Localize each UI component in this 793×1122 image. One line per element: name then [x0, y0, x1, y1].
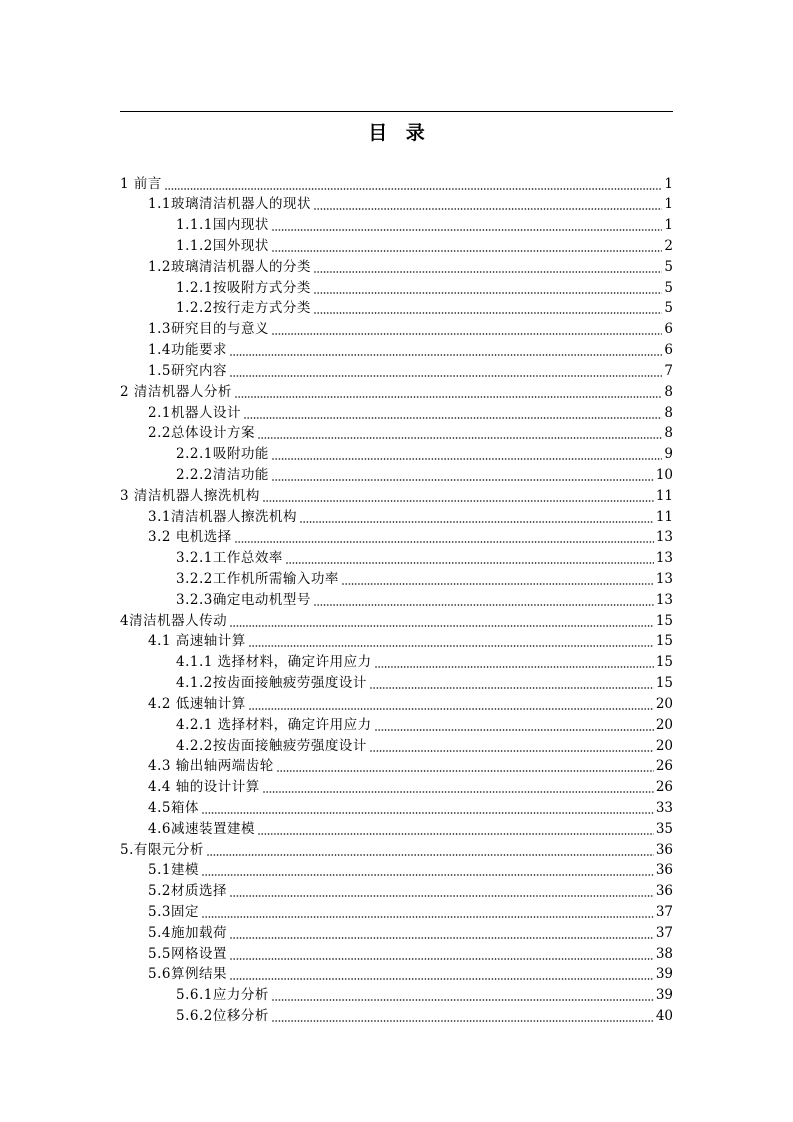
toc-page-number: 38	[655, 945, 673, 962]
toc-page-number: 15	[655, 612, 673, 629]
dot-leader	[230, 881, 654, 902]
dot-leader	[370, 736, 654, 757]
toc-page-number: 5	[664, 279, 673, 296]
toc-entry-label: 5.4施加载荷	[148, 924, 227, 941]
toc-page-number: 1	[664, 217, 673, 234]
toc-entry-label: 1.1.1国内现状	[176, 217, 269, 234]
toc-entry-label: 5.6.2位移分析	[176, 1008, 269, 1025]
toc-entry	[120, 486, 673, 507]
toc-entry-label: 4.4 轴的设计计算	[148, 779, 260, 796]
toc-page-number: 15	[655, 633, 673, 650]
toc-entry	[120, 174, 673, 195]
toc-entry	[120, 652, 673, 673]
dot-leader	[202, 798, 654, 819]
toc-title: 目 录	[368, 122, 425, 144]
toc-entry	[120, 944, 673, 965]
toc-page-number: 35	[655, 820, 673, 837]
toc-entry-label: 1 前言	[120, 175, 162, 192]
toc-entry-label: 3 清洁机器人擦洗机构	[120, 487, 260, 504]
toc-page-number: 15	[655, 675, 673, 692]
dot-leader	[314, 298, 663, 319]
toc-page-number: 8	[664, 404, 673, 421]
toc-page-number: 1	[664, 196, 673, 213]
dot-leader	[230, 964, 654, 985]
dot-leader	[263, 486, 654, 507]
toc-entry-label: 1.1玻璃清洁机器人的现状	[148, 196, 311, 213]
toc-entry-label: 5.3固定	[148, 904, 199, 921]
toc-page-number: 11	[655, 487, 673, 504]
dot-leader	[286, 548, 654, 569]
dot-leader	[375, 715, 654, 736]
toc-entry	[120, 611, 673, 632]
toc-page-number: 20	[655, 737, 673, 754]
dot-leader	[207, 840, 654, 861]
toc-entry	[120, 881, 673, 902]
toc-page-number: 20	[655, 695, 673, 712]
dot-leader	[165, 174, 663, 195]
toc-entry-label: 1.2.2按行走方式分类	[176, 300, 311, 317]
toc-entry	[120, 298, 673, 319]
toc-page-number: 15	[655, 654, 673, 671]
toc-entry-label: 1.1.2国外现状	[176, 238, 269, 255]
toc-entry	[120, 548, 673, 569]
toc-entry	[120, 798, 673, 819]
toc-entry-label: 3.2.1工作总效率	[176, 550, 283, 567]
toc-entry	[120, 444, 673, 465]
toc-page-number: 36	[655, 841, 673, 858]
dot-leader	[272, 1006, 654, 1027]
toc-entry	[120, 736, 673, 757]
dot-leader	[230, 361, 662, 382]
toc-entry-label: 1.2玻璃清洁机器人的分类	[148, 258, 311, 275]
toc-entry-label: 4.1.2按齿面接触疲劳强度设计	[176, 675, 367, 692]
toc-page-number: 6	[664, 342, 673, 359]
dot-leader	[314, 278, 663, 299]
dot-leader	[277, 756, 654, 777]
toc-entry	[120, 902, 673, 923]
toc-page-number: 11	[655, 508, 673, 525]
dot-leader	[258, 423, 662, 444]
toc-page-number: 9	[664, 446, 673, 463]
dot-leader	[230, 944, 654, 965]
toc-page-number: 36	[655, 862, 673, 879]
table-of-contents	[120, 174, 673, 1027]
toc-entry	[120, 423, 673, 444]
toc-entry-label: 3.2 电机选择	[148, 529, 232, 546]
toc-page-number: 26	[655, 758, 673, 775]
toc-entry	[120, 590, 673, 611]
dot-leader	[272, 215, 663, 236]
dot-leader	[244, 403, 662, 424]
dot-leader	[202, 902, 654, 923]
toc-page-number: 36	[655, 883, 673, 900]
toc-entry	[120, 215, 673, 236]
dot-leader	[272, 465, 654, 486]
toc-entry	[120, 715, 673, 736]
toc-entry	[120, 985, 673, 1006]
toc-entry-label: 5.5网格设置	[148, 945, 227, 962]
toc-entry-label: 1.5研究内容	[148, 362, 227, 379]
toc-entry-label: 1.2.1按吸附方式分类	[176, 279, 311, 296]
toc-entry	[120, 694, 673, 715]
toc-entry	[120, 340, 673, 361]
dot-leader	[230, 923, 654, 944]
toc-entry-label: 2.2总体设计方案	[148, 425, 255, 442]
toc-page-number: 13	[655, 529, 673, 546]
toc-entry	[120, 194, 673, 215]
dot-leader	[314, 194, 662, 215]
toc-entry	[120, 1006, 673, 1027]
toc-entry	[120, 777, 673, 798]
toc-page-number: 13	[655, 550, 673, 567]
toc-page-number: 5	[664, 300, 673, 317]
dot-leader	[249, 694, 654, 715]
toc-entry	[120, 819, 673, 840]
toc-entry-label: 5.6算例结果	[148, 966, 227, 983]
dot-leader	[272, 444, 663, 465]
dot-leader	[235, 527, 654, 548]
dot-leader	[235, 382, 663, 403]
toc-entry	[120, 631, 673, 652]
toc-entry	[120, 923, 673, 944]
toc-entry-label: 5.2材质选择	[148, 883, 227, 900]
toc-entry	[120, 361, 673, 382]
toc-entry-label: 2.2.1吸附功能	[176, 446, 269, 463]
dot-leader	[314, 257, 662, 278]
toc-entry-label: 4.2.2按齿面接触疲劳强度设计	[176, 737, 367, 754]
toc-entry	[120, 527, 673, 548]
toc-entry	[120, 382, 673, 403]
toc-entry-label: 5.1建模	[148, 862, 199, 879]
toc-entry	[120, 840, 673, 861]
toc-entry-label: 4.2 低速轴计算	[148, 695, 246, 712]
toc-page-number: 5	[664, 258, 673, 275]
toc-entry-label: 5.有限元分析	[120, 841, 204, 858]
toc-entry-label: 4.6减速装置建模	[148, 820, 255, 837]
dot-leader	[230, 611, 654, 632]
toc-page-number: 37	[655, 924, 673, 941]
toc-entry-label: 2.1机器人设计	[148, 404, 241, 421]
toc-page-number: 7	[664, 362, 673, 379]
toc-entry-label: 1.4功能要求	[148, 342, 227, 359]
toc-entry-label: 4.3 输出轴两端齿轮	[148, 758, 274, 775]
toc-entry	[120, 319, 673, 340]
dot-leader	[230, 340, 662, 361]
dot-leader	[300, 507, 654, 528]
header-rule	[120, 111, 673, 112]
toc-entry-label: 4.5箱体	[148, 799, 199, 816]
toc-entry	[120, 257, 673, 278]
toc-entry-label: 4清洁机器人传动	[120, 612, 228, 629]
toc-entry-label: 4.1 高速轴计算	[148, 633, 246, 650]
toc-entry-label: 1.3研究目的与意义	[148, 321, 269, 338]
dot-leader	[370, 673, 654, 694]
toc-entry-label: 3.1清洁机器人擦洗机构	[148, 508, 297, 525]
toc-page-number: 40	[655, 1008, 673, 1025]
toc-entry-label: 4.1.1 选择材料，确定许用应力	[176, 654, 372, 671]
toc-entry	[120, 278, 673, 299]
toc-page-number: 1	[664, 175, 673, 192]
toc-page-number: 8	[664, 383, 673, 400]
dot-leader	[314, 590, 654, 611]
toc-page-number: 8	[664, 425, 673, 442]
toc-entry-label: 3.2.2工作机所需输入功率	[176, 571, 339, 588]
dot-leader	[272, 985, 654, 1006]
toc-page-number: 39	[655, 966, 673, 983]
toc-entry	[120, 569, 673, 590]
toc-page-number: 26	[655, 779, 673, 796]
dot-leader	[263, 777, 654, 798]
toc-entry	[120, 403, 673, 424]
dot-leader	[202, 860, 654, 881]
toc-page-number: 37	[655, 904, 673, 921]
toc-entry-label: 2.2.2清洁功能	[176, 466, 269, 483]
dot-leader	[272, 319, 662, 340]
toc-entry-label: 5.6.1应力分析	[176, 987, 269, 1004]
toc-entry	[120, 465, 673, 486]
dot-leader	[249, 631, 654, 652]
dot-leader	[258, 819, 654, 840]
dot-leader	[272, 236, 663, 257]
toc-entry-label: 4.2.1 选择材料，确定许用应力	[176, 716, 372, 733]
dot-leader	[342, 569, 654, 590]
toc-page-number: 6	[664, 321, 673, 338]
toc-page-number: 10	[655, 466, 673, 483]
toc-entry	[120, 964, 673, 985]
toc-entry	[120, 507, 673, 528]
toc-entry-label: 3.2.3确定电动机型号	[176, 591, 311, 608]
toc-page-number: 2	[664, 238, 673, 255]
toc-page-number: 39	[655, 987, 673, 1004]
toc-page-number: 33	[655, 799, 673, 816]
toc-page-number: 13	[655, 571, 673, 588]
toc-entry	[120, 236, 673, 257]
toc-entry	[120, 860, 673, 881]
toc-page-number: 13	[655, 591, 673, 608]
toc-entry	[120, 673, 673, 694]
toc-page-number: 20	[655, 716, 673, 733]
toc-entry-label: 2 清洁机器人分析	[120, 383, 232, 400]
dot-leader	[375, 652, 654, 673]
toc-entry	[120, 756, 673, 777]
